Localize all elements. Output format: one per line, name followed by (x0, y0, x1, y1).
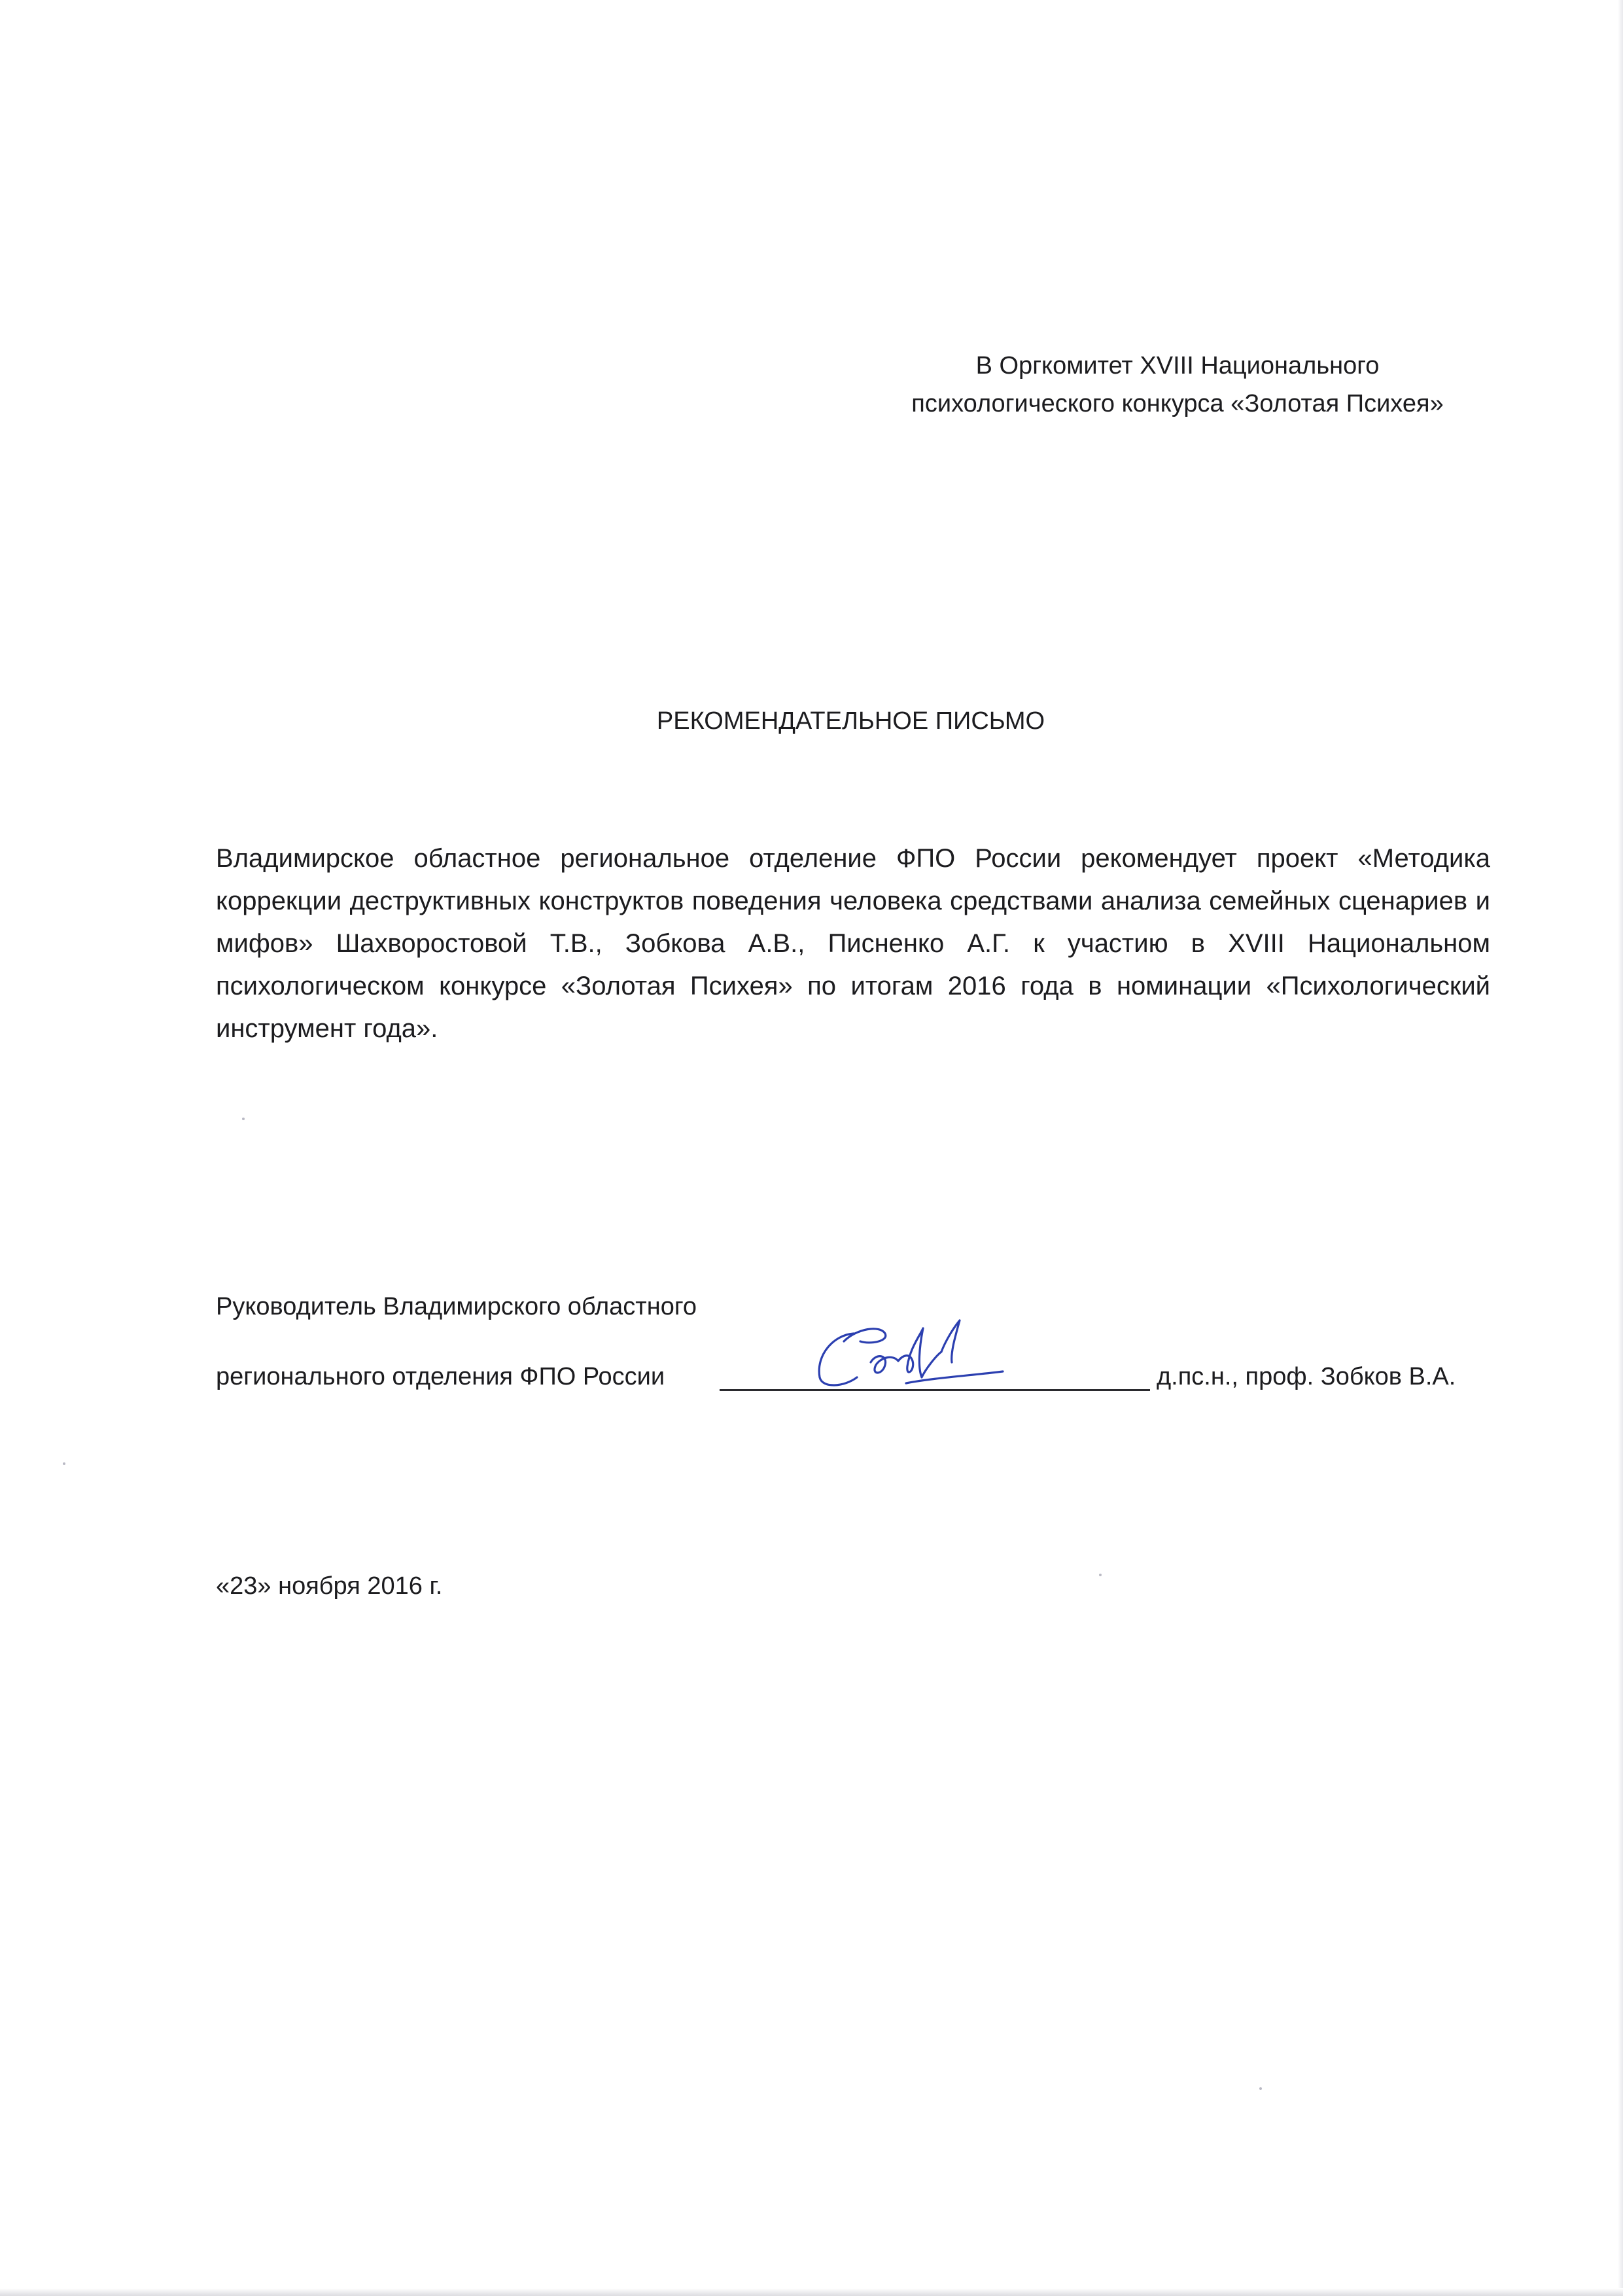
scan-speck (1259, 2087, 1262, 2090)
document-title: РЕКОМЕНДАТЕЛЬНОЕ ПИСЬМО (656, 707, 1045, 735)
letter-body: Владимирское областное региональное отделение ФПО России рекомендует проект «Методика коррекции деструктивных конструктов поведения человека средствами анализа семейных сценариев и мифов» Шахворостовой Т.В., Зобкова А.В., Писненко А.Г. к участию в XVIII Национальном психологическом конкурсе «Золотая Психея» по итогам 2016 года в номинации «Психологический инструмент года». (216, 844, 1490, 1043)
addressee-line-1: В Оргкомитет XVIII Национального (975, 352, 1380, 380)
scan-speck (63, 1462, 65, 1465)
handwritten-signature (808, 1315, 1004, 1394)
signatory-position-line-1: Руководитель Владимирского областного (216, 1293, 697, 1320)
signatory-credentials: д.пс.н., проф. Зобков В.А. (1157, 1363, 1456, 1390)
addressee-line-2: психологического конкурса «Золотая Психея» (911, 390, 1444, 417)
scan-speck (242, 1118, 245, 1120)
letter-date: «23» ноября 2016 г. (216, 1572, 443, 1600)
signatory-position-line-2: регионального отделения ФПО России (216, 1363, 665, 1390)
scan-speck (1099, 1574, 1102, 1576)
scan-edge-bottom (0, 2288, 1623, 2296)
addressee-block (785, 347, 1570, 423)
scan-edge-right (1618, 0, 1623, 2296)
